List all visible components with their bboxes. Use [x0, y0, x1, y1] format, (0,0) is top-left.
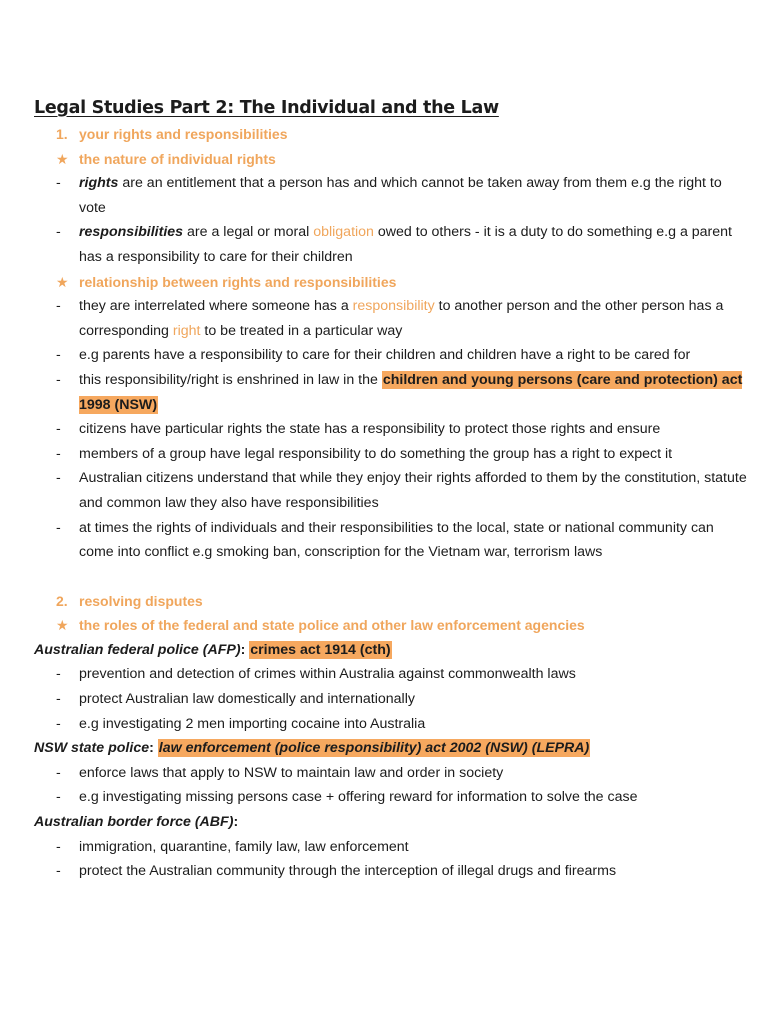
star-icon: ★ — [56, 273, 69, 290]
colon: : — [233, 814, 239, 831]
agency-label: Australian federal police (AFP) — [34, 641, 241, 658]
keyword-responsibility: responsibility — [352, 298, 435, 315]
keyword-obligation: obligation — [313, 224, 374, 241]
agency-abf-line — [34, 810, 748, 835]
dash-bullet: - — [56, 175, 61, 192]
star-icon: ★ — [56, 150, 69, 167]
dash-bullet: - — [56, 789, 61, 806]
body-text: e.g investigating missing persons case + offering reward for information to solve the case — [79, 789, 638, 806]
body-text: this responsibility/right is enshrined in law in the — [79, 371, 382, 388]
list-item — [34, 835, 748, 860]
act-name: law enforcement (police responsibility) act — [158, 740, 450, 757]
section-2-heading — [34, 589, 748, 614]
list-item — [34, 785, 748, 810]
section-1-heading — [34, 122, 748, 147]
term-responsibilities: responsibilities — [79, 224, 184, 241]
term-rights: rights — [79, 175, 119, 192]
dash-bullet: - — [56, 347, 61, 364]
list-number: 1. — [56, 126, 68, 142]
list-item-responsibilities — [34, 220, 748, 269]
dash-bullet: - — [56, 764, 61, 781]
colon: : — [240, 641, 246, 658]
list-item-interrelated — [34, 294, 748, 343]
dash-bullet: - — [56, 298, 61, 315]
subheading-police-roles — [34, 613, 748, 638]
list-item-conflict — [34, 516, 748, 565]
dash-bullet: - — [56, 224, 61, 241]
subheading-relationship — [34, 270, 748, 295]
dash-bullet: - — [56, 470, 61, 487]
nsw-list — [34, 761, 748, 810]
dash-bullet: - — [56, 691, 61, 708]
star-icon: ★ — [56, 617, 69, 634]
list-item-citizens — [34, 417, 748, 442]
dash-bullet: - — [56, 666, 61, 683]
section-1-title: your rights and responsibilities — [79, 126, 288, 142]
body-text: e.g investigating 2 men importing cocaine into Australia — [79, 715, 426, 732]
spacer — [34, 565, 748, 589]
dash-bullet: - — [56, 838, 61, 855]
agency-afp-line — [34, 638, 748, 663]
body-text: members of a group have legal responsibility to do something the group has a right to expect it — [79, 445, 673, 462]
keyword-right: right — [172, 322, 201, 339]
list-item — [34, 687, 748, 712]
body-text: to be treated in a particular way — [200, 322, 403, 339]
body-text: citizens have particular rights the state has a responsibility to protect those rights and ensure — [79, 421, 661, 438]
agency-label: Australian border force (ABF) — [34, 814, 234, 831]
agency-label: NSW state police — [34, 740, 150, 757]
colon: : — [149, 740, 154, 757]
definition-text: owed to others - it is a duty to do something e.g a parent has a responsibility to care for their children — [79, 224, 733, 265]
act-suffix: (NSW) (LEPRA) — [481, 740, 590, 757]
body-text: protect Australian law domestically and internationally — [79, 691, 415, 708]
afp-list — [34, 662, 748, 736]
body-text: to another person and the other person has a corresponding — [79, 298, 724, 339]
list-item — [34, 859, 748, 884]
dash-bullet: - — [56, 715, 61, 732]
highlighted-act: crimes act 1914 (cth) — [250, 641, 391, 658]
list-item-members — [34, 442, 748, 467]
subheading-nature-of-rights — [34, 147, 748, 172]
list-item-australian-citizens — [34, 466, 748, 515]
abf-list — [34, 835, 748, 884]
definition-text: are an entitlement that a person has and which cannot be taken away from them e.g the right to vote — [79, 175, 722, 216]
agency-nsw-line — [34, 736, 748, 761]
list-item — [34, 662, 748, 687]
dash-bullet: - — [56, 519, 61, 536]
highlighted-act: children and young persons (care and protection) act 1998 (NSW) — [79, 371, 743, 413]
body-text: immigration, quarantine, family law, law enforcement — [79, 838, 409, 855]
body-text: at times the rights of individuals and their responsibilities to the local, state or national community can come into conflict e.g smoking ban, conscription for the Vietnam war, terrorism laws — [79, 519, 714, 561]
dash-bullet: - — [56, 421, 61, 438]
list-item-enshrined — [34, 368, 748, 417]
subheading-text: relationship between rights and responsibilities — [79, 273, 397, 290]
dash-bullet: - — [56, 371, 61, 388]
highlighted-act — [158, 739, 590, 757]
list-item-rights — [34, 171, 748, 220]
section-2-title: resolving disputes — [79, 592, 203, 609]
list-item — [34, 761, 748, 786]
subheading-text: the roles of the federal and state police and other law enforcement agencies — [79, 617, 585, 634]
dash-bullet: - — [56, 863, 61, 880]
list-item-eg-parents — [34, 343, 748, 368]
subheading-text: the nature of individual rights — [79, 150, 276, 167]
definition-text: are a legal or moral — [183, 224, 314, 241]
body-text: enforce laws that apply to NSW to maintain law and order in society — [79, 764, 504, 781]
body-text: prevention and detection of crimes within Australia against commonwealth laws — [79, 666, 576, 683]
body-text: they are interrelated where someone has a — [79, 298, 353, 315]
list-number: 2. — [56, 592, 68, 609]
body-text: Australian citizens understand that while they enjoy their rights afforded to them by the constitution, statute and common law they also have responsibilities — [79, 470, 747, 511]
body-text: protect the Australian community through the interception of illegal drugs and firearms — [79, 863, 617, 880]
page-title: Legal Studies Part 2: The Individual and the Law — [34, 98, 499, 118]
act-year: 2002 — [449, 740, 482, 757]
list-item — [34, 712, 748, 737]
dash-bullet: - — [56, 445, 61, 462]
body-text: e.g parents have a responsibility to care for their children and children have a right to be cared for — [79, 347, 691, 364]
